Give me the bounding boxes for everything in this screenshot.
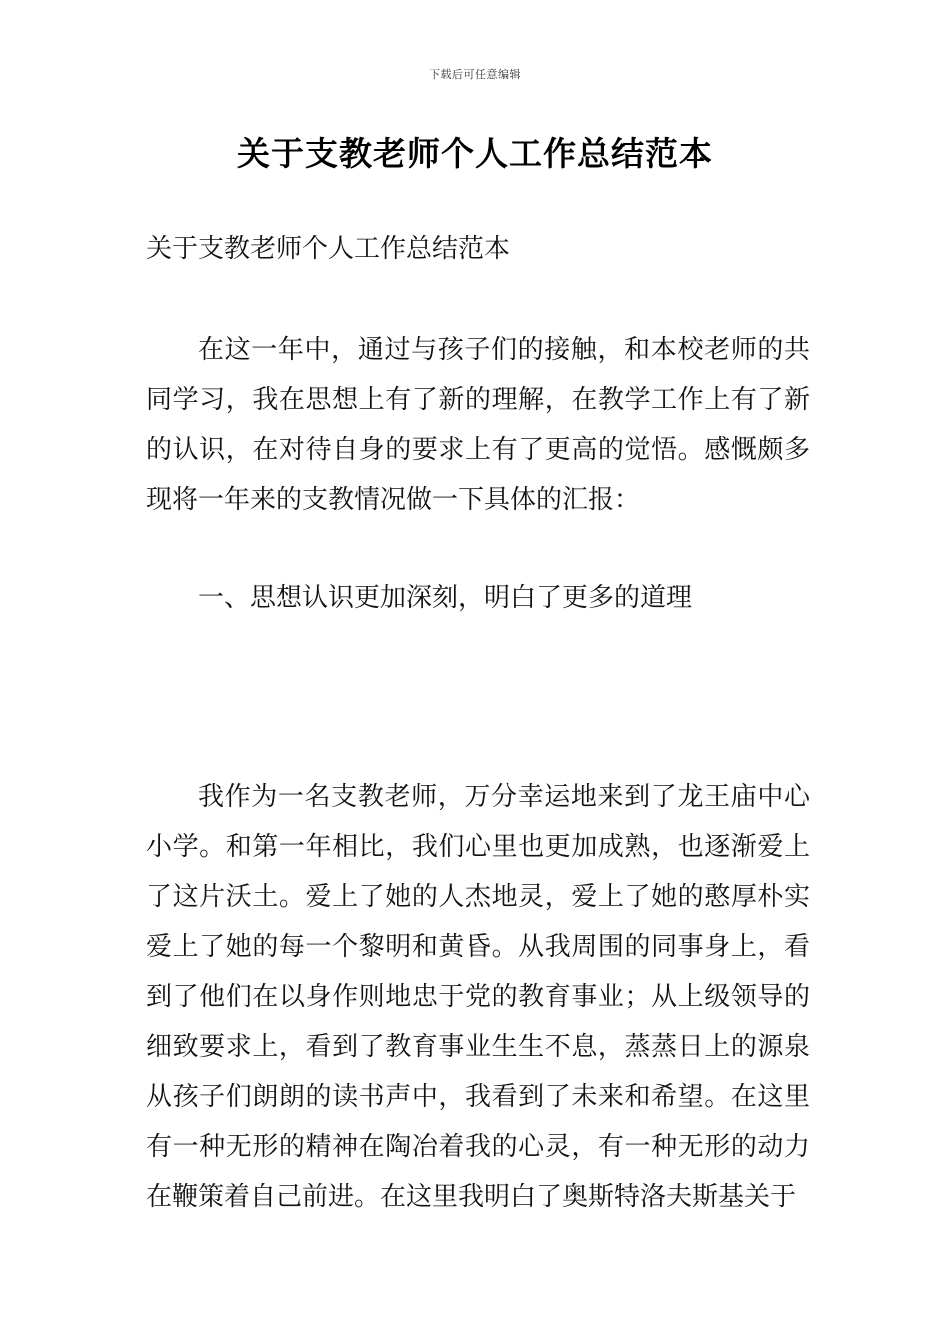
paragraph-section-1: 我作为一名支教老师，万分幸运地来到了龙王庙中心小学。和第一年相比，我们心里也更加成熟，也逐渐爱上了这片沃土。爱上了她的人杰地灵，爱上了她的憨厚朴实爱上了她的每一个黎明和黄昏。从我周围的同事身上，看到了他们在以身作则地忠于党的教育事业；从上级领导的细致要求上，看到了教育事业生生不息，蒸蒸日上的源泉从孩子们朗朗的读书声中，我看到了未来和希望。在这里有一种无形的精神在陶冶着我的心灵，有一种无形的动力在鞭策着自己前进。在这里我明白了奥斯特洛夫斯基关于 bbox=[146, 782, 810, 1212]
section-heading-1: 一、思想认识更加深刻，明白了更多的道理 bbox=[198, 583, 693, 613]
header-note: 下载后可任意编辑 bbox=[429, 68, 521, 81]
document-title: 关于支教老师个人工作总结范本 bbox=[237, 134, 713, 173]
paragraph-intro: 在这一年中，通过与孩子们的接触，和本校老师的共同学习，我在思想上有了新的理解，在教学工作上有了新的认识，在对待自身的要求上有了更高的觉悟。感慨颇多现将一年来的支教情况做一下具体的汇报： bbox=[146, 335, 810, 515]
document-subtitle: 关于支教老师个人工作总结范本 bbox=[146, 234, 511, 264]
